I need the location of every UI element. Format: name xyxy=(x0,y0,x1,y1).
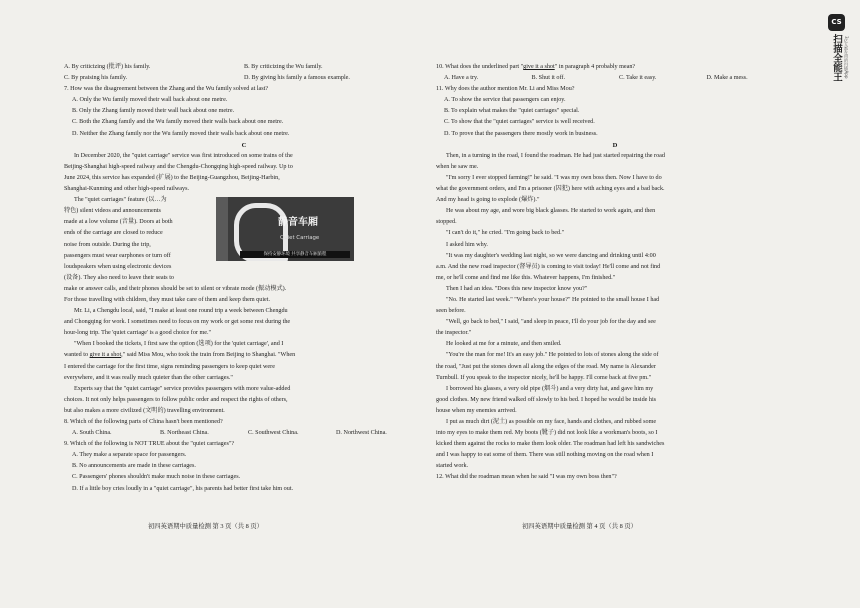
left-text-line: For those travelling with children, they must take care of them and keep them quiet. xyxy=(64,296,270,303)
right-text-line: stopped. xyxy=(436,219,457,226)
right-text-line: "It was my daughter's wedding last night, so we were dancing and drinking until 4:00 xyxy=(446,252,656,259)
figure-text-line: (设备). They also need to leave their seats to xyxy=(64,274,174,281)
left-text-line: make or answer calls, and their phones should be set to silent or vibrate mode (振动模式). xyxy=(64,285,287,292)
left-text-block-3 xyxy=(64,362,424,429)
left-text-line: In December 2020, the "quiet carriage" service was first introduced on some trains of the xyxy=(74,152,293,159)
left-text-line: 7. How was the disagreement between the Zhang and the Wu family solved at last? xyxy=(64,86,269,93)
q10-text-a: 10. What does the underlined part " xyxy=(436,64,524,70)
left-text-line: and Chongqing for work. I sometimes need to focus on my work or get some rest during the xyxy=(64,319,291,326)
photo-sign-subtitle: Quiet Carriage xyxy=(280,235,320,242)
figure-text-line: 特色) silent videos and announcements xyxy=(64,208,161,215)
left-text-line: choices. It not only helps passengers to follow public order and respect the rights of others, xyxy=(64,396,288,403)
right-text-line: "No. He started last week." "Where's your house?" He pointed to the small house I had xyxy=(446,296,660,303)
q8-option-a: A. South China. xyxy=(72,430,112,437)
figure-text-line: passengers must wear earphones or turn off xyxy=(64,252,171,259)
left-text-line: A. Only the Wu family moved their wall back about one metre. xyxy=(72,97,228,104)
right-text-line: the inspector." xyxy=(436,330,472,337)
q10-option-b: B. Shut it off. xyxy=(531,75,565,82)
left-text-line: C xyxy=(241,141,247,149)
figure-text-line: made at a low volume (音量). Doors at both xyxy=(64,219,173,226)
left-text-line: everywhere, and it was really much quieter than the other carriages." xyxy=(64,374,233,381)
right-text-line: A. To show the service that passengers can enjoy. xyxy=(444,97,566,104)
right-text-line: I put as much dirt (泥土) as possible on my face, hands and clothes, and rubbed some xyxy=(446,419,657,425)
right-text-line: 12. What did the roadman mean when he said "I was my own boss then"? xyxy=(436,474,617,481)
q6-option-c: C. By praising his family. xyxy=(64,75,128,82)
left-text-line: June 2024, this service has expanded (扩展) to the Beijing-Guangzhou, Beijing-Harbin, xyxy=(64,174,280,181)
right-text-block xyxy=(436,84,794,483)
figure-text-line: The "quiet carriages" feature (以…为 xyxy=(74,197,167,204)
right-text-line: when he saw me. xyxy=(436,163,479,170)
quiet-carriage-photo xyxy=(216,197,354,261)
left-text-line: Experts say that the "quiet carriage" service provides passengers with more value-added xyxy=(74,385,291,392)
q10-options xyxy=(436,73,794,84)
right-text-line: good clothes. My new friend walked off slowly to his bed. I hoped he would be inside his xyxy=(436,396,657,403)
brand-slogan: 3亿人都在用的扫描App xyxy=(844,36,849,79)
question-10 xyxy=(436,62,794,73)
right-text-line: "I can't do it," he cried. "I'm going back to bed." xyxy=(446,230,565,237)
q6-option-d: D. By giving his family a famous example. xyxy=(244,75,350,82)
brand-name: 扫描全能王 xyxy=(831,34,842,82)
left-text-block-2 xyxy=(64,284,424,351)
right-text-line: kicked them against the rocks to make them look older. The roadman had left his sandwiches xyxy=(436,441,665,448)
left-text-line: C. Both the Zhang family and the Wu family moved their walls back about one metre. xyxy=(72,119,284,126)
right-text-line: I asked him why. xyxy=(446,241,488,248)
right-text-line: and I was happy to eat some of them. There was still nothing moving on the road when I xyxy=(436,452,654,459)
q10-option-a: A. Have a try. xyxy=(444,75,479,82)
right-text-line: C. To show that the "quiet carriages" service is well received. xyxy=(444,119,595,126)
right-page xyxy=(436,62,794,542)
right-text-line: He looked at me for a minute, and then smiled. xyxy=(446,341,562,348)
right-text-line: started work. xyxy=(436,463,469,470)
q10-text-b: " in paragraph 4 probably mean? xyxy=(554,64,636,70)
camscanner-logo-icon: CS xyxy=(828,14,845,31)
right-text-line: the road, "Just put the stones down all along the edges of the road. My name is Alexander xyxy=(436,363,656,370)
left-text-line: "When I booked the tickets, I first saw the option (选项) for the 'quiet carriage', and I xyxy=(74,341,284,348)
right-text-line: He was about my age, and wore big black glasses. He started to work again, and then xyxy=(446,208,656,215)
right-text-line: "You're the man for me! It's an easy job." He pointed to lots of stones along the side of xyxy=(446,352,659,359)
right-text-line: Then, in a turning in the road, I found the roadman. He had just started repairing the road xyxy=(446,152,665,159)
left-text-block-1 xyxy=(64,84,424,195)
right-text-line: what the government orders, and I'm a prisoner (囚犯) here with aching eyes and a bad back. xyxy=(436,186,665,193)
right-text-line: seen before. xyxy=(436,308,466,315)
photo-sign-title: 静音车厢 xyxy=(278,217,318,229)
right-text-line: D xyxy=(612,141,618,149)
q6-option-b: B. By criticizing the Wu family. xyxy=(244,64,323,70)
figure-section xyxy=(64,195,424,284)
right-text-line: B. To explain what makes the "quiet carriages" special. xyxy=(444,108,580,115)
right-text-line: And my head is going to explode (爆炸)." xyxy=(436,197,540,204)
q8-options xyxy=(64,428,424,439)
right-text-line: "Well, go back to bed," I said, "and sleep in peace, I'll do your job for the day and see xyxy=(446,319,656,326)
left-page xyxy=(64,62,424,542)
left-text-line: D. If a little boy cries loudly in a "quiet carriage", his parents had better first take him out. xyxy=(72,485,294,492)
q10-option-d: D. Make a mess. xyxy=(706,75,748,82)
underlined-phrase: give it a shot xyxy=(89,352,122,359)
left-text-line: D. Neither the Zhang family nor the Wu family moved their walls back about one metre. xyxy=(72,130,290,137)
left-text-line: but also makes a more civilized (文明的) travelling environment. xyxy=(64,407,225,414)
left-text-line: B. No announcements are made in these carriages. xyxy=(72,463,196,470)
q8-option-c: C. Southwest China. xyxy=(248,430,299,437)
mou-text-b: ," said Miss Mou, who took the train from Beijing to Shanghai. "When xyxy=(121,352,296,359)
left-text-line: Mr. Li, a Chengdu local, said, "I make at least one round trip a week between Chengdu xyxy=(74,308,288,315)
left-text-line: A. They make a separate space for passengers. xyxy=(72,452,187,459)
left-page-footer: 初四英语期中质量检测 第 3 页（共 8 页） xyxy=(148,523,263,530)
figure-text-line: ends of the carriage are closed to reduce xyxy=(64,230,163,237)
q6-options-row-1 xyxy=(64,62,424,73)
right-page-footer: 初四英语期中质量检测 第 4 页（共 8 页） xyxy=(522,523,637,530)
right-text-line: I borrowed his glasses, a very old pipe (烟斗) and a very dirty hat, and gave him my xyxy=(446,385,654,392)
q8-option-d: D. Northwest China. xyxy=(336,430,387,437)
right-text-line: into my eyes to make them red. My boots (靴子) did not look like a workman's boots, so I xyxy=(436,430,658,437)
left-text-line: Shanghai-Kunming and other high-speed railways. xyxy=(64,186,190,193)
right-text-line: 11. Why does the author mention Mr. Li and Miss Mou? xyxy=(436,86,575,93)
q10-option-c: C. Take it easy. xyxy=(619,75,657,82)
photo-stripe xyxy=(216,197,228,261)
scanner-brand xyxy=(826,14,852,96)
q6-option-a: A. By criticizing (批评) his family. xyxy=(64,64,151,70)
left-text-line: 9. Which of the following is NOT TRUE about the "quiet carriages"? xyxy=(64,441,235,448)
figure-text-line: loudspeakers when using electronic devices xyxy=(64,263,172,270)
right-text-line: a.m. And the new road inspector (督导员) is coming to visit today! He'll come and not find xyxy=(436,263,661,270)
left-text-line: B. Only the Zhang family moved their wall back about one metre. xyxy=(72,108,235,115)
paragraph-line-mou xyxy=(64,350,424,361)
figure-text-line: noise from outside. During the trip, xyxy=(64,241,151,248)
mou-text-a: wanted to xyxy=(64,352,90,359)
left-text-line: I entered the carriage for the first time, signs reminding passengers to keep quiet were xyxy=(64,363,275,370)
right-text-line: house when my enemies arrived. xyxy=(436,407,517,414)
left-text-block-4 xyxy=(64,439,424,494)
left-text-line: Beijing-Shanghai high-speed railway and the Chengdu-Chongqing high-speed railway. Up to xyxy=(64,163,293,170)
right-text-line: me, or he'll come and find me like this. Whatever happens, I'm finished." xyxy=(436,274,616,281)
photo-sign-banner: 保持安静环境 共享静音车厢旅程 xyxy=(240,251,350,258)
left-text-line: 8. Which of the following parts of China hasn't been mentioned? xyxy=(64,419,223,425)
figure-side-text xyxy=(64,195,210,284)
q8-option-b: B. Northeast China. xyxy=(160,430,209,437)
right-text-line: "I'm sorry I ever stopped farming!" he said. "I was my own boss then. Now I have to do xyxy=(446,174,662,181)
right-text-line: D. To prove that the passengers there mostly work in business. xyxy=(444,130,598,137)
right-text-line: Then I had an idea. "Does this new inspector know you?" xyxy=(446,285,588,292)
q10-underlined-phrase: give it a shot xyxy=(523,64,555,70)
q6-options-row-2 xyxy=(64,73,424,84)
left-text-line: hour-long trip. The 'quiet carriage' is a good choice for me." xyxy=(64,330,212,337)
left-text-line: C. Passengers' phones shouldn't make much noise in these carriages. xyxy=(72,474,241,481)
right-text-line: Turnbull. If you speak to the inspector nicely, he'll be happy. I'll come back at five pm." xyxy=(436,374,652,381)
